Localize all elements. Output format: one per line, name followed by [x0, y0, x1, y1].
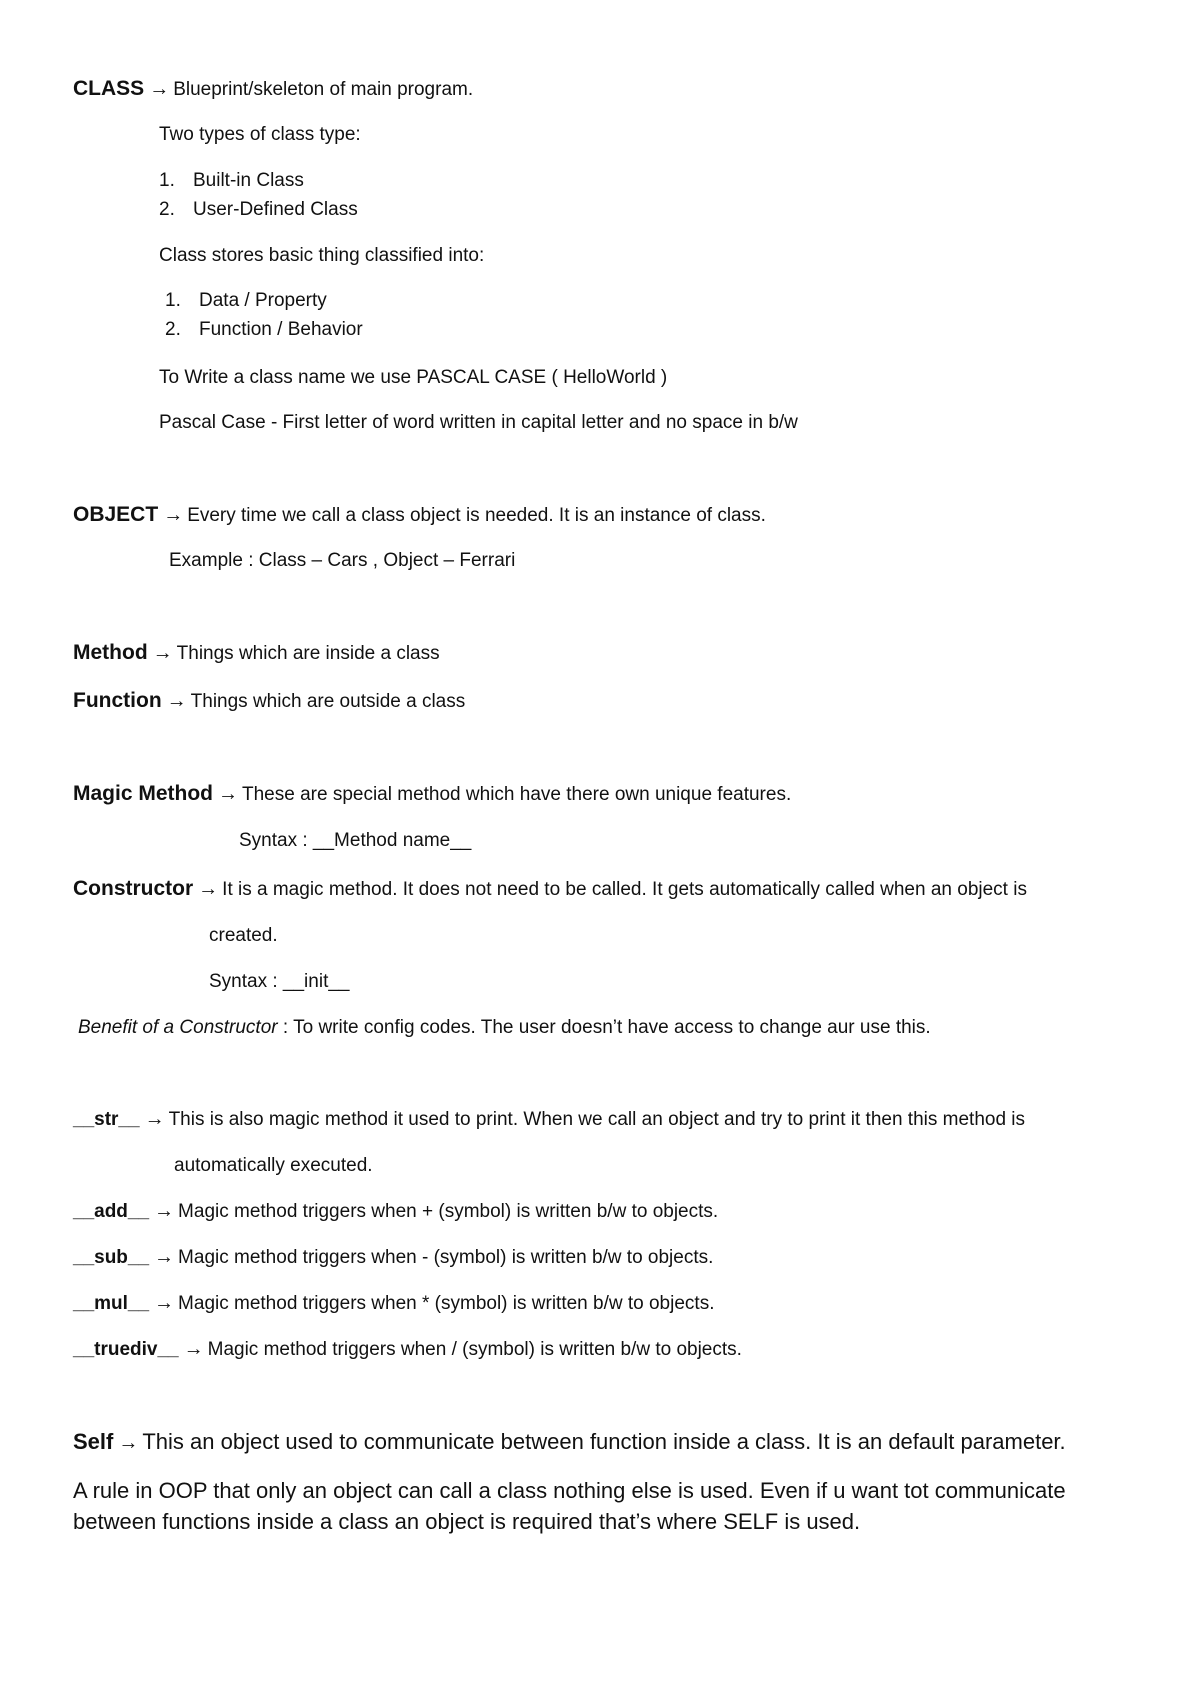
arrow-icon: →	[183, 1338, 204, 1360]
arrow-icon: →	[152, 642, 173, 664]
str-definition-continued: automatically executed.	[174, 1155, 373, 1176]
function-definition: Things which are outside a class	[190, 691, 466, 712]
arrow-icon: →	[149, 78, 170, 100]
arrow-icon: →	[154, 1246, 175, 1268]
sub-method-line: __sub__ → Magic method triggers when - (symbol) is written b/w to objects.	[73, 1246, 714, 1268]
benefit-label: Benefit of a Constructor	[78, 1017, 278, 1038]
object-term: OBJECT	[73, 503, 159, 526]
list-item: 2. Function / Behavior	[165, 319, 363, 340]
magic-method-definition: These are special method which have there own unique features.	[242, 784, 792, 805]
object-example: Example : Class – Cars , Object – Ferrari	[169, 550, 516, 571]
function-line	[73, 689, 465, 714]
method-definition: Things which are inside a class	[176, 643, 440, 664]
object-definition: Every time we call a class object is needed. It is an instance of class.	[187, 505, 766, 526]
pascal-case-note: Pascal Case - First letter of word written in capital letter and no space in b/w	[159, 412, 798, 433]
str-term: __str__	[73, 1109, 140, 1130]
add-method-line: __add__ → Magic method triggers when + (symbol) is written b/w to objects.	[73, 1200, 719, 1222]
str-method-line	[73, 1107, 1025, 1132]
mul-term: __mul__	[73, 1293, 150, 1314]
benefit-text: : To write config codes. The user doesn’t have access to change aur use this.	[277, 1017, 931, 1038]
arrow-icon: →	[154, 1292, 175, 1314]
class-types-intro: Two types of class type:	[159, 124, 361, 145]
object-heading-line	[73, 503, 766, 528]
method-term: Method	[73, 641, 148, 664]
constructor-syntax: Syntax : __init__	[209, 971, 350, 992]
arrow-icon: →	[144, 1108, 165, 1130]
arrow-icon: →	[154, 1200, 175, 1222]
class-definition: Blueprint/skeleton of main program.	[173, 79, 474, 100]
class-naming-rule: To Write a class name we use PASCAL CASE ( HelloWorld )	[159, 367, 668, 388]
str-definition: This is also magic method it used to print. When we call an object and try to print it then this method is	[168, 1109, 1026, 1130]
list-item: 1. Built-in Class	[159, 170, 304, 191]
list-item: 2. User-Defined Class	[159, 199, 358, 220]
class-stores-intro: Class stores basic thing classified into:	[159, 245, 485, 266]
self-rule-line1: A rule in OOP that only an object can call a class nothing else is used. Even if u want tot communicate	[73, 1478, 1066, 1503]
arrow-icon: →	[166, 690, 187, 712]
method-line	[73, 641, 440, 666]
constructor-definition: It is a magic method. It does not need to be called. It gets automatically called when an object is	[222, 879, 1027, 900]
constructor-definition-continued: created.	[209, 925, 278, 946]
constructor-term: Constructor	[73, 877, 194, 900]
self-rule-line2: between functions inside a class an object is required that’s where SELF is used.	[73, 1509, 861, 1534]
arrow-icon: →	[198, 878, 219, 900]
constructor-line	[73, 877, 1027, 902]
self-term: Self	[73, 1429, 114, 1454]
self-line	[73, 1428, 1066, 1457]
magic-method-syntax: Syntax : __Method name__	[239, 830, 472, 851]
arrow-icon: →	[218, 783, 238, 805]
add-term: __add__	[73, 1201, 150, 1222]
function-term: Function	[73, 689, 162, 712]
list-item: 1. Data / Property	[165, 290, 327, 311]
mul-method-line: __mul__ → Magic method triggers when * (symbol) is written b/w to objects.	[73, 1292, 715, 1314]
magic-method-line	[73, 782, 791, 807]
class-term: CLASS	[73, 77, 145, 100]
self-definition: This an object used to communicate between function inside a class. It is an default parameter.	[142, 1429, 1066, 1454]
sub-term: __sub__	[73, 1247, 150, 1268]
magic-method-term: Magic Method	[73, 782, 213, 805]
arrow-icon: →	[118, 1432, 139, 1454]
truediv-method-line: __truediv__ → Magic method triggers when / (symbol) is written b/w to objects.	[73, 1338, 742, 1360]
truediv-term: __truediv__	[73, 1339, 179, 1360]
arrow-icon: →	[163, 504, 184, 526]
class-heading-line	[73, 77, 473, 102]
constructor-benefit	[78, 1016, 931, 1040]
